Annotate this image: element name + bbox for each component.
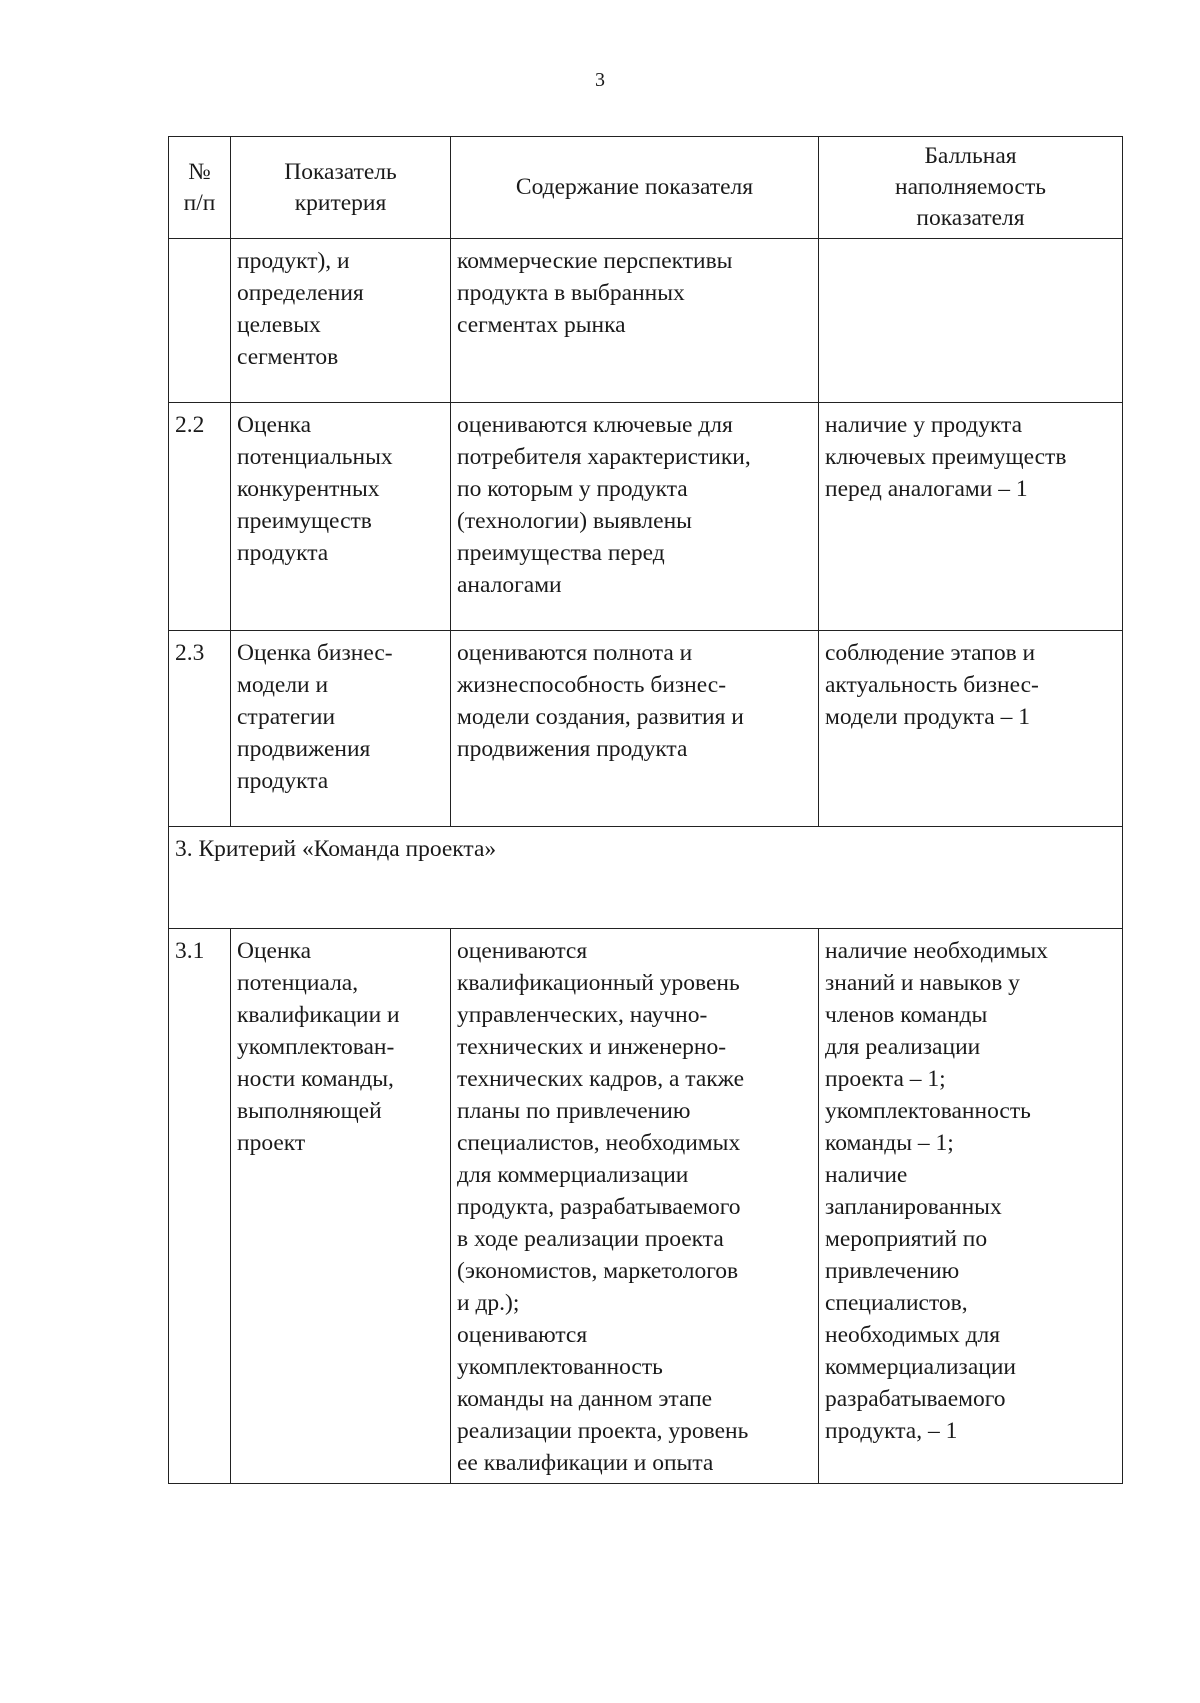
page-number: 3	[595, 69, 605, 91]
section-title: 3. Критерий «Команда проекта»	[169, 827, 1123, 929]
row-num: 2.3	[169, 631, 231, 827]
table-header-row	[169, 137, 1123, 239]
row-content: оцениваются полнота и жизнеспособность бизнес- модели создания, развития и продвижения продукта	[451, 631, 819, 827]
row-score: наличие необходимых знаний и навыков у членов команды для реализации проекта – 1; укомплектованность команды – 1; наличие запланированных мероприятий по привлечению специалистов, необходимых для коммерциализации разрабатываемого продукта, – 1	[819, 929, 1123, 1484]
row-indicator: продукт), и определения целевых сегментов	[231, 239, 451, 403]
table-row	[169, 403, 1123, 631]
row-indicator: Оценка потенциала, квалификации и укомплектован- ности команды, выполняющей проект	[231, 929, 451, 1484]
header-score: Балльная наполняемость показателя	[819, 137, 1123, 239]
row-score: наличие у продукта ключевых преимуществ перед аналогами – 1	[819, 403, 1123, 631]
criteria-table	[168, 136, 1123, 1484]
header-content: Содержание показателя	[451, 137, 819, 239]
row-score: соблюдение этапов и актуальность бизнес- модели продукта – 1	[819, 631, 1123, 827]
row-indicator: Оценка потенциальных конкурентных преимуществ продукта	[231, 403, 451, 631]
row-content: оцениваются квалификационный уровень управленческих, научно- технических и инженерно- технических кадров, а также планы по привлечению специалистов, необходимых для коммерциализации продукта, разрабатываемого в ходе реализации проекта (экономистов, маркетологов и др.); оцениваются укомплектованность команды на данном этапе реализации проекта, уровень ее квалификации и опыта	[451, 929, 819, 1484]
header-indicator: Показатель критерия	[231, 137, 451, 239]
section-row	[169, 827, 1123, 929]
row-content: коммерческие перспективы продукта в выбранных сегментах рынка	[451, 239, 819, 403]
row-num	[169, 239, 231, 403]
row-num: 2.2	[169, 403, 231, 631]
row-content: оцениваются ключевые для потребителя характеристики, по которым у продукта (технологии) выявлены преимущества перед аналогами	[451, 403, 819, 631]
header-num: № п/п	[169, 137, 231, 239]
row-num: 3.1	[169, 929, 231, 1484]
row-indicator: Оценка бизнес- модели и стратегии продвижения продукта	[231, 631, 451, 827]
row-score	[819, 239, 1123, 403]
table-row	[169, 239, 1123, 403]
table-row	[169, 631, 1123, 827]
table-row	[169, 929, 1123, 1484]
